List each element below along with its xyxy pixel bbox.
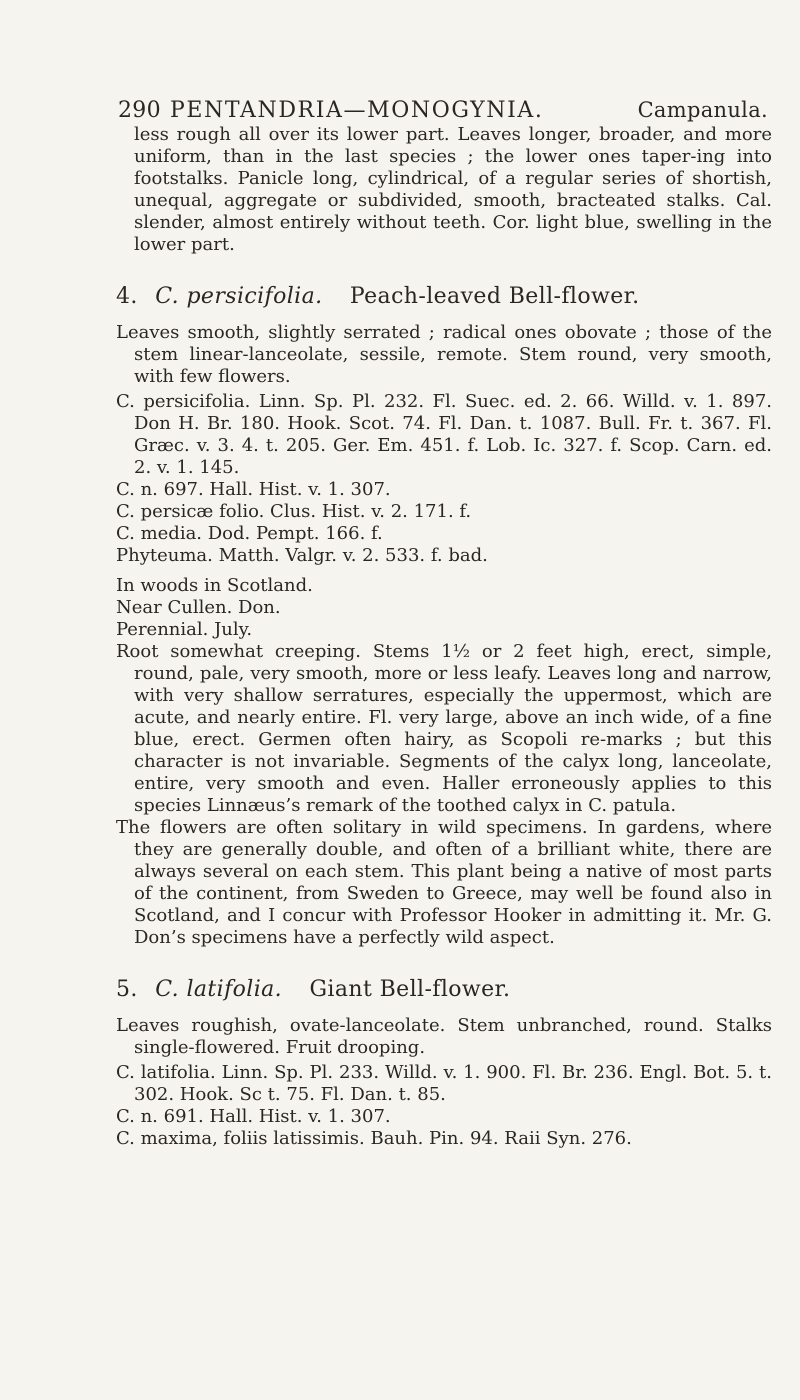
species-4-number: 4. bbox=[116, 284, 138, 309]
species-4-binomial: C. persicifolia. bbox=[155, 284, 323, 309]
text-block bbox=[116, 124, 772, 1150]
species-5-synonym: C. latifolia. Linn. Sp. Pl. 233. Willd. v. 1. 900. Fl. Br. 236. Engl. Bot. 5. t. 302. Hook. Sc t. 75. Fl. Dan. t. 85. bbox=[116, 1062, 772, 1105]
species-5-synonym: C. n. 691. Hall. Hist. v. 1. 307. bbox=[116, 1106, 391, 1127]
running-genus: Campanula. bbox=[637, 98, 768, 122]
species-5-heading bbox=[116, 979, 772, 1001]
species-4-description: Root somewhat creeping. Stems 1½ or 2 feet high, erect, simple, round, pale, very smooth, more or less leafy. Leaves long and narrow, with very shallow serratures, especially the uppermost, which are acute, and nearly entire. Fl. very large, above an inch wide, of a fine blue, erect. Germen often hairy, as Scopoli re-marks ; but this character is not invariable. Segments of the calyx long, lanceolate, entire, very smooth and even. Haller erroneously applies to this species Linnæus’s remark of the toothed calyx in C. patula. bbox=[116, 641, 772, 816]
running-title: PENTANDRIA—MONOGYNIA. bbox=[170, 98, 544, 123]
species-5-common-name: Giant Bell-flower. bbox=[309, 977, 511, 1002]
species-4-heading bbox=[116, 286, 772, 308]
species-4-synonym: C. media. Dod. Pempt. 166. f. bbox=[116, 523, 383, 544]
species-4-synonym: C. n. 697. Hall. Hist. v. 1. 307. bbox=[116, 479, 391, 500]
species-4-duration: Perennial. July. bbox=[116, 619, 253, 640]
species-4-diagnosis: Leaves smooth, slightly serrated ; radical ones obovate ; those of the stem linear-lanceolate, sessile, remote. Stem round, very smooth, with few flowers. bbox=[116, 322, 772, 387]
species-5-diagnosis: Leaves roughish, ovate-lanceolate. Stem unbranched, round. Stalks single-flowered. Fruit drooping. bbox=[116, 1015, 772, 1058]
page-number: 290 bbox=[118, 98, 161, 123]
species-4-common-name: Peach-leaved Bell-flower. bbox=[349, 284, 640, 309]
species-4-locality: Near Cullen. Don. bbox=[116, 597, 281, 618]
species-4-habitat: In woods in Scotland. bbox=[116, 575, 313, 596]
species-4-synonym: Phyteuma. Matth. Valgr. v. 2. 533. f. bad. bbox=[116, 545, 488, 566]
species-5-binomial: C. latifolia. bbox=[155, 977, 283, 1002]
species-4-synonym: C. persicifolia. Linn. Sp. Pl. 232. Fl. Suec. ed. 2. 66. Willd. v. 1. 897. Don H. Br. 180. Hook. Scot. 74. Fl. Dan. t. 1087. Bull. Fr. t. 367. Fl. Græc. v. 3. 4. t. 205. Ger. Em. 451. f. Lob. Ic. 327. f. Scop. Carn. ed. 2. v. 1. 145. bbox=[116, 391, 772, 478]
species-5-synonym: C. maxima, foliis latissimis. Bauh. Pin. 94. Raii Syn. 276. bbox=[116, 1128, 632, 1149]
running-head bbox=[118, 98, 768, 123]
species-4-notes: The flowers are often solitary in wild specimens. In gardens, where they are generally double, and often of a brilliant white, there are always several on each stem. This plant being a native of most parts of the continent, from Sweden to Greece, may well be found also in Scotland, and I concur with Professor Hooker in admitting it. Mr. G. Don’s specimens have a perfectly wild aspect. bbox=[116, 817, 772, 948]
species-5-number: 5. bbox=[116, 977, 138, 1002]
intro-paragraph: less rough all over its lower part. Leaves longer, broader, and more uniform, than in the last species ; the lower ones taper-ing into footstalks. Panicle long, cylindrical, of a regular series of shortish, unequal, aggregate or subdivided, smooth, bracteated stalks. Cal. slender, almost entirely without teeth. Cor. light blue, swelling in the lower part. bbox=[134, 124, 772, 255]
species-4-synonym: C. persicæ folio. Clus. Hist. v. 2. 171. f. bbox=[116, 501, 472, 522]
